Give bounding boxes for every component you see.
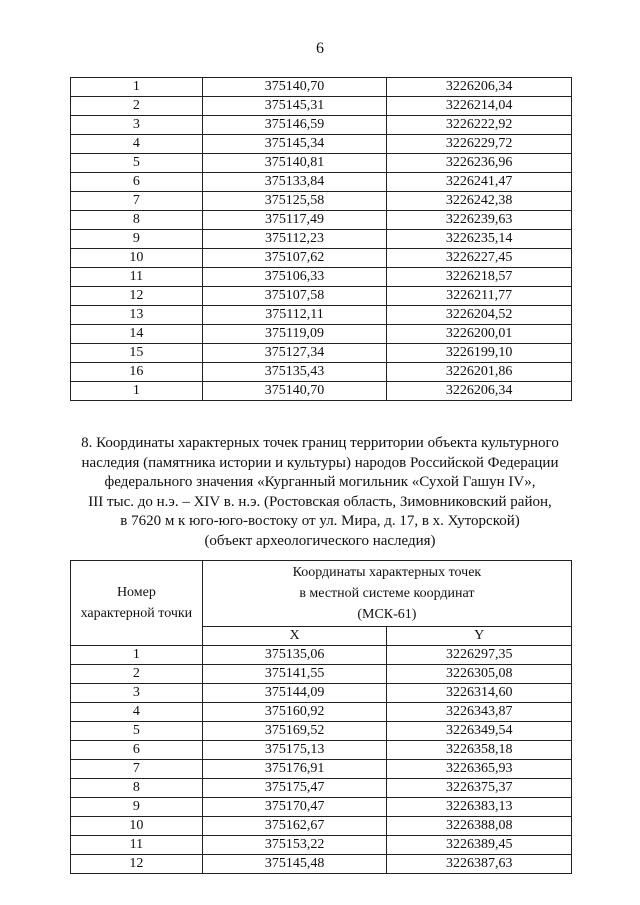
table-row bbox=[71, 703, 572, 722]
point-number-cell: 12 bbox=[71, 287, 203, 306]
table-row bbox=[71, 646, 572, 665]
point-number-cell: 1 bbox=[71, 382, 203, 401]
x-coordinate-cell: 375119,09 bbox=[202, 325, 387, 344]
y-coordinate-cell: 3226389,45 bbox=[387, 836, 572, 855]
point-number-cell: 6 bbox=[71, 173, 203, 192]
table-row bbox=[71, 760, 572, 779]
y-coordinate-cell: 3226227,45 bbox=[387, 249, 572, 268]
y-coordinate-cell: 3226218,57 bbox=[387, 268, 572, 287]
x-coordinate-cell: 375125,58 bbox=[202, 192, 387, 211]
point-number-cell: 7 bbox=[71, 192, 203, 211]
header-coordinates-line: (МСК-61) bbox=[357, 607, 417, 622]
y-coordinate-cell: 3226388,08 bbox=[387, 817, 572, 836]
point-number-cell: 7 bbox=[71, 760, 203, 779]
header-coordinates-line: Координаты характерных точек bbox=[292, 565, 482, 580]
coordinates-table-top bbox=[70, 77, 572, 401]
x-coordinate-cell: 375140,81 bbox=[202, 154, 387, 173]
y-coordinate-cell: 3226235,14 bbox=[387, 230, 572, 249]
x-coordinate-cell: 375175,13 bbox=[202, 741, 387, 760]
x-coordinate-cell: 375162,67 bbox=[202, 817, 387, 836]
y-coordinate-cell: 3226206,34 bbox=[387, 78, 572, 97]
table-row bbox=[71, 798, 572, 817]
table-row bbox=[71, 211, 572, 230]
table-row bbox=[71, 855, 572, 874]
point-number-cell: 8 bbox=[71, 779, 203, 798]
x-coordinate-cell: 375106,33 bbox=[202, 268, 387, 287]
section-heading-line: (объект археологического наследия) bbox=[204, 532, 436, 549]
x-coordinate-cell: 375112,23 bbox=[202, 230, 387, 249]
table-row bbox=[71, 287, 572, 306]
y-coordinate-cell: 3226349,54 bbox=[387, 722, 572, 741]
coordinates-table-bottom bbox=[70, 560, 572, 874]
table-row bbox=[71, 97, 572, 116]
y-coordinate-cell: 3226199,10 bbox=[387, 344, 572, 363]
section-heading-line: III тыс. до н.э. – XIV в. н.э. (Ростовская область, Зимовниковский район, bbox=[88, 493, 552, 510]
header-point-number-line: характерной точки bbox=[80, 606, 193, 621]
point-number-cell: 5 bbox=[71, 154, 203, 173]
table-row bbox=[71, 363, 572, 382]
point-number-cell: 3 bbox=[71, 116, 203, 135]
x-coordinate-cell: 375127,34 bbox=[202, 344, 387, 363]
coordinates-table-top-body bbox=[71, 78, 572, 401]
y-coordinate-cell: 3226343,87 bbox=[387, 703, 572, 722]
x-coordinate-cell: 375135,43 bbox=[202, 363, 387, 382]
y-coordinate-cell: 3226383,13 bbox=[387, 798, 572, 817]
y-coordinate-cell: 3226365,93 bbox=[387, 760, 572, 779]
table-row bbox=[71, 344, 572, 363]
x-coordinate-cell: 375153,22 bbox=[202, 836, 387, 855]
section-heading-line: наследия (памятника истории и культуры) народов Российской Федерации bbox=[81, 454, 559, 471]
point-number-cell: 9 bbox=[71, 230, 203, 249]
header-coordinates bbox=[202, 561, 571, 627]
y-coordinate-cell: 3226206,34 bbox=[387, 382, 572, 401]
x-coordinate-cell: 375140,70 bbox=[202, 78, 387, 97]
table-row bbox=[71, 154, 572, 173]
point-number-cell: 12 bbox=[71, 855, 203, 874]
y-coordinate-cell: 3226204,52 bbox=[387, 306, 572, 325]
table-row bbox=[71, 306, 572, 325]
point-number-cell: 5 bbox=[71, 722, 203, 741]
x-coordinate-cell: 375133,84 bbox=[202, 173, 387, 192]
header-point-number-line: Номер bbox=[116, 585, 156, 600]
y-coordinate-cell: 3226229,72 bbox=[387, 135, 572, 154]
y-coordinate-cell: 3226387,63 bbox=[387, 855, 572, 874]
y-coordinate-cell: 3226297,35 bbox=[387, 646, 572, 665]
x-coordinate-cell: 375107,62 bbox=[202, 249, 387, 268]
y-coordinate-cell: 3226211,77 bbox=[387, 287, 572, 306]
y-coordinate-cell: 3226214,04 bbox=[387, 97, 572, 116]
section-heading-line: 8. Координаты характерных точек границ территории объекта культурного bbox=[81, 435, 559, 451]
y-coordinate-cell: 3226375,37 bbox=[387, 779, 572, 798]
x-coordinate-cell: 375144,09 bbox=[202, 684, 387, 703]
table-row bbox=[71, 116, 572, 135]
point-number-cell: 11 bbox=[71, 836, 203, 855]
table-row bbox=[71, 836, 572, 855]
section-heading-line: в 7620 м к юго-юго-востоку от ул. Мира, д. 17, в х. Хуторской) bbox=[120, 513, 520, 529]
point-number-cell: 2 bbox=[71, 665, 203, 684]
x-coordinate-cell: 375141,55 bbox=[202, 665, 387, 684]
header-x: X bbox=[202, 627, 387, 646]
table-row bbox=[71, 249, 572, 268]
point-number-cell: 15 bbox=[71, 344, 203, 363]
table-row bbox=[71, 325, 572, 344]
table-row bbox=[71, 665, 572, 684]
y-coordinate-cell: 3226200,01 bbox=[387, 325, 572, 344]
table-row bbox=[71, 135, 572, 154]
y-coordinate-cell: 3226358,18 bbox=[387, 741, 572, 760]
table-row bbox=[71, 684, 572, 703]
table-row bbox=[71, 382, 572, 401]
coordinates-table-bottom-body bbox=[71, 646, 572, 874]
point-number-cell: 4 bbox=[71, 135, 203, 154]
y-coordinate-cell: 3226222,92 bbox=[387, 116, 572, 135]
x-coordinate-cell: 375176,91 bbox=[202, 760, 387, 779]
point-number-cell: 11 bbox=[71, 268, 203, 287]
x-coordinate-cell: 375112,11 bbox=[202, 306, 387, 325]
x-coordinate-cell: 375169,52 bbox=[202, 722, 387, 741]
point-number-cell: 13 bbox=[71, 306, 203, 325]
y-coordinate-cell: 3226201,86 bbox=[387, 363, 572, 382]
point-number-cell: 9 bbox=[71, 798, 203, 817]
y-coordinate-cell: 3226242,38 bbox=[387, 192, 572, 211]
table-row bbox=[71, 741, 572, 760]
section-heading-line: федерального значения «Курганный могильник «Сухой Гашун IV», bbox=[104, 474, 536, 490]
header-coordinates-line: в местной системе координат bbox=[299, 586, 475, 601]
header-point-number bbox=[71, 561, 203, 646]
x-coordinate-cell: 375145,34 bbox=[202, 135, 387, 154]
page-number: 6 bbox=[316, 40, 324, 57]
point-number-cell: 2 bbox=[71, 97, 203, 116]
point-number-cell: 10 bbox=[71, 817, 203, 836]
y-coordinate-cell: 3226314,60 bbox=[387, 684, 572, 703]
table-row bbox=[71, 192, 572, 211]
point-number-cell: 4 bbox=[71, 703, 203, 722]
table-row bbox=[71, 268, 572, 287]
point-number-cell: 14 bbox=[71, 325, 203, 344]
section-heading bbox=[60, 434, 580, 551]
table-row bbox=[71, 779, 572, 798]
x-coordinate-cell: 375107,58 bbox=[202, 287, 387, 306]
table-row bbox=[71, 78, 572, 97]
point-number-cell: 8 bbox=[71, 211, 203, 230]
x-coordinate-cell: 375145,48 bbox=[202, 855, 387, 874]
x-coordinate-cell: 375135,06 bbox=[202, 646, 387, 665]
y-coordinate-cell: 3226239,63 bbox=[387, 211, 572, 230]
point-number-cell: 6 bbox=[71, 741, 203, 760]
x-coordinate-cell: 375117,49 bbox=[202, 211, 387, 230]
x-coordinate-cell: 375145,31 bbox=[202, 97, 387, 116]
header-y: Y bbox=[387, 627, 572, 646]
x-coordinate-cell: 375160,92 bbox=[202, 703, 387, 722]
point-number-cell: 10 bbox=[71, 249, 203, 268]
x-coordinate-cell: 375140,70 bbox=[202, 382, 387, 401]
table-row bbox=[71, 817, 572, 836]
y-coordinate-cell: 3226305,08 bbox=[387, 665, 572, 684]
point-number-cell: 1 bbox=[71, 78, 203, 97]
point-number-cell: 3 bbox=[71, 684, 203, 703]
x-coordinate-cell: 375146,59 bbox=[202, 116, 387, 135]
x-coordinate-cell: 375170,47 bbox=[202, 798, 387, 817]
x-coordinate-cell: 375175,47 bbox=[202, 779, 387, 798]
y-coordinate-cell: 3226236,96 bbox=[387, 154, 572, 173]
table-row bbox=[71, 173, 572, 192]
point-number-cell: 1 bbox=[71, 646, 203, 665]
table-row bbox=[71, 722, 572, 741]
point-number-cell: 16 bbox=[71, 363, 203, 382]
table-row bbox=[71, 230, 572, 249]
y-coordinate-cell: 3226241,47 bbox=[387, 173, 572, 192]
